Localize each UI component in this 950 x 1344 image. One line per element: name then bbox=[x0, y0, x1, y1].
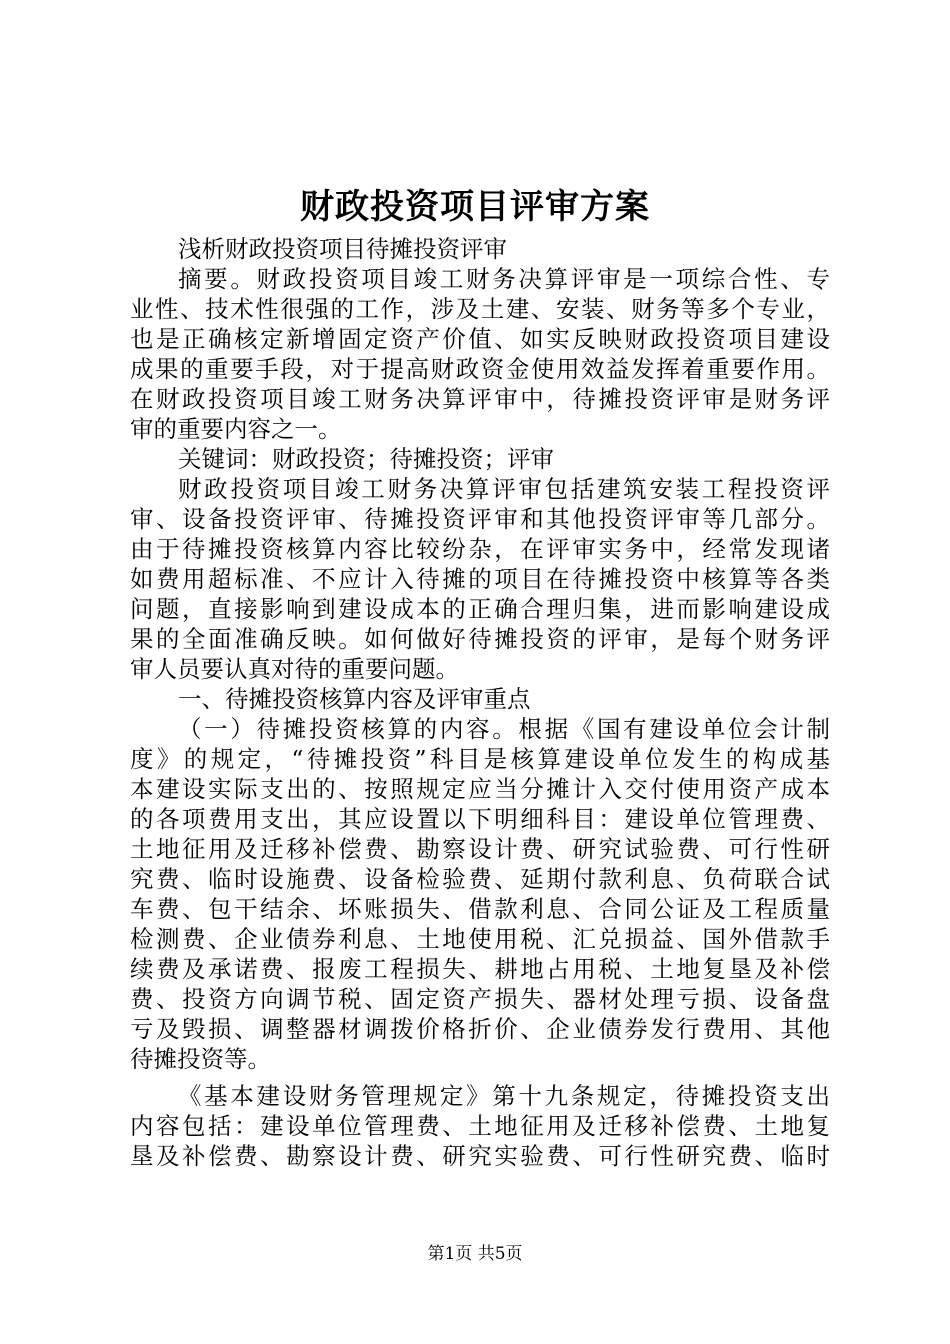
paragraph-line: 如费用超标准、不应计入待摊的项目在待摊投资中核算等各类 bbox=[130, 565, 830, 593]
subtitle-line: 浅析财政投资项目待摊投资评审 bbox=[178, 235, 507, 263]
paragraph-line: 问题，直接影响到建设成本的正确合理归集，进而影响建设成 bbox=[130, 595, 830, 623]
paragraph-line: 垦及补偿费、勘察设计费、研究实验费、可行性研究费、临时 bbox=[130, 1142, 830, 1170]
paragraph-line: 待摊投资等。 bbox=[130, 1045, 271, 1073]
paragraph-line: 亏及毁损、调整器材调拨价格折价、企业债券发行费用、其他 bbox=[130, 1015, 830, 1043]
paragraph-line: 审人员要认真对待的重要问题。 bbox=[130, 655, 459, 683]
paragraph-line: 究费、临时设施费、设备检验费、延期付款利息、负荷联合试 bbox=[130, 865, 830, 893]
abstract-line: 审的重要内容之一。 bbox=[130, 415, 342, 443]
paragraph-line: 本建设实际支出的、按照规定应当分摊计入交付使用资产成本 bbox=[130, 775, 830, 803]
page-footer: 第1页 共5页 bbox=[427, 1244, 523, 1264]
paragraph-line: 内容包括：建设单位管理费、土地征用及迁移补偿费、土地复 bbox=[130, 1112, 830, 1140]
paragraph-line: 财政投资项目竣工财务决算评审包括建筑安装工程投资评 bbox=[178, 475, 830, 503]
paragraph-line: 审、设备投资评审、待摊投资评审和其他投资评审等几部分。 bbox=[130, 505, 830, 533]
abstract-line: 摘要。财政投资项目竣工财务决算评审是一项综合性、专 bbox=[178, 265, 830, 293]
paragraph-line: 车费、包干结余、坏账损失、借款利息、合同公证及工程质量 bbox=[130, 895, 830, 923]
keywords-line: 关键词：财政投资；待摊投资；评审 bbox=[178, 445, 554, 473]
abstract-line: 成果的重要手段，对于提高财政资金使用效益发挥着重要作用。 bbox=[130, 355, 830, 383]
paragraph-line: 检测费、企业债券利息、土地使用税、汇兑损益、国外借款手 bbox=[130, 925, 830, 953]
document-body bbox=[130, 234, 830, 1171]
abstract-line: 业性、技术性很强的工作，涉及土建、安装、财务等多个专业， bbox=[130, 295, 830, 323]
paragraph-line: 续费及承诺费、报废工程损失、耕地占用税、土地复垦及补偿 bbox=[130, 955, 830, 983]
section-heading: 一、待摊投资核算内容及评审重点 bbox=[178, 685, 531, 713]
paragraph-line: 《基本建设财务管理规定》第十九条规定，待摊投资支出 bbox=[178, 1082, 830, 1110]
paragraph-line: 土地征用及迁移补偿费、勘察设计费、研究试验费、可行性研 bbox=[130, 835, 830, 863]
abstract-line: 在财政投资项目竣工财务决算评审中，待摊投资评审是财务评 bbox=[130, 385, 830, 413]
paragraph-line: 费、投资方向调节税、固定资产损失、器材处理亏损、设备盘 bbox=[130, 985, 830, 1013]
abstract-line: 也是正确核定新增固定资产价值、如实反映财政投资项目建设 bbox=[130, 325, 830, 353]
paragraph-line: （一）待摊投资核算的内容。根据《国有建设单位会计制 bbox=[178, 715, 830, 743]
paragraph-line: 的各项费用支出，其应设置以下明细科目：建设单位管理费、 bbox=[130, 805, 830, 833]
paragraph-line: 度》的规定，“待摊投资”科目是核算建设单位发生的构成基 bbox=[130, 745, 830, 773]
paragraph-line: 果的全面准确反映。如何做好待摊投资的评审，是每个财务评 bbox=[130, 625, 830, 653]
paragraph-line: 由于待摊投资核算内容比较纷杂，在评审实务中，经常发现诸 bbox=[130, 535, 830, 563]
document-title: 财政投资项目评审方案 bbox=[300, 187, 650, 227]
